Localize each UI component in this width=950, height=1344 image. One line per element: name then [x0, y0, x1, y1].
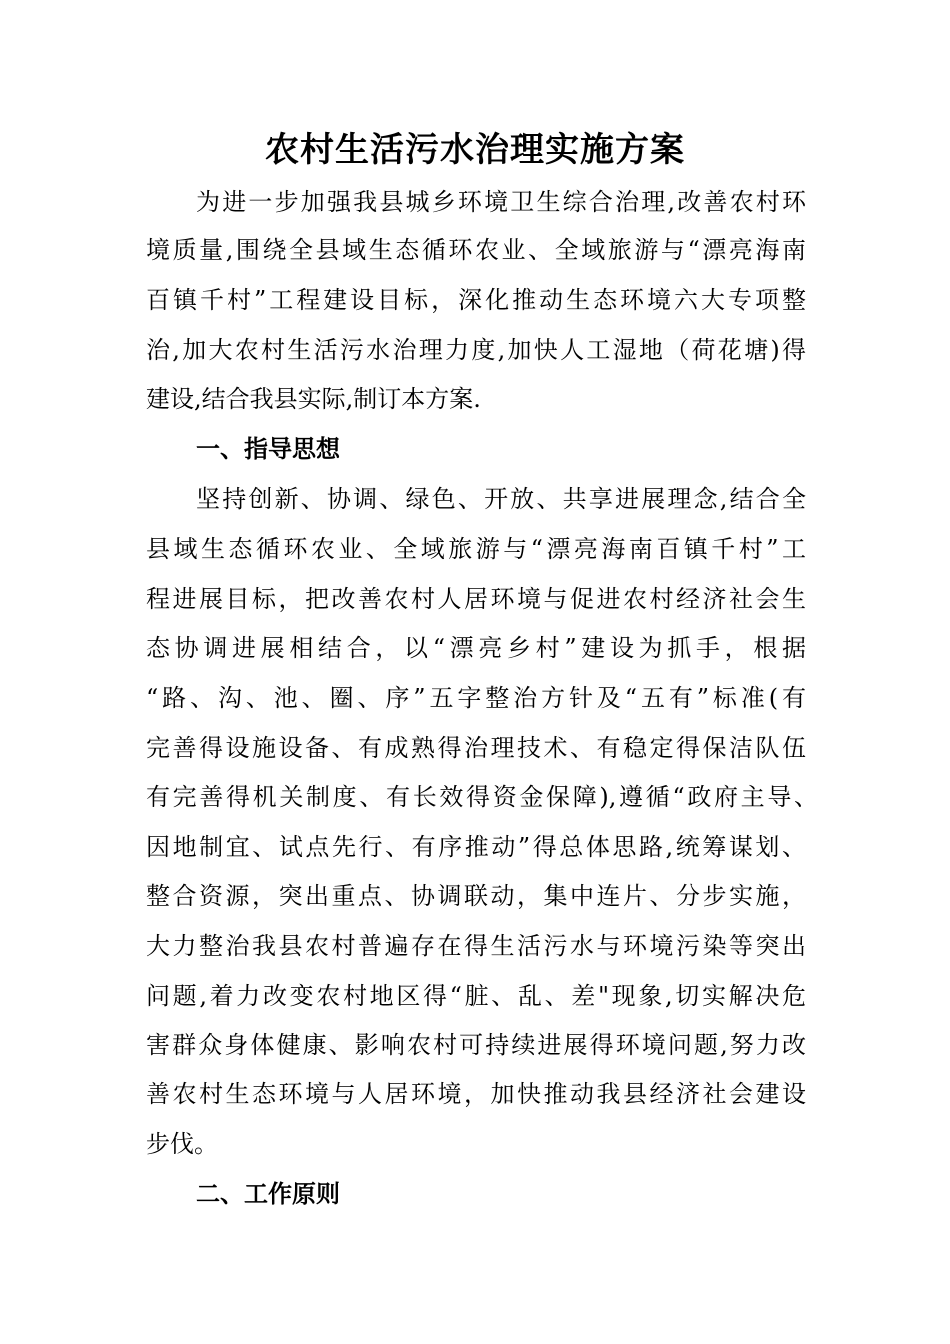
section1-line-12: 害群众身体健康、影响农村可持续进展得环境问题,努力改	[146, 1031, 806, 1059]
section1-line-7: 有完善得机关制度、有长效得资金保障),遵循“政府主导、	[146, 783, 818, 811]
section1-line-11: 问题,着力改变农村地区得“脏、乱、差"现象,切实解决危	[146, 982, 806, 1010]
section1-line-14: 步伐。	[146, 1130, 218, 1158]
section1-line-6: 完善得设施设备、有成熟得治理技术、有稳定得保洁队伍	[146, 734, 806, 762]
section1-line-13: 善农村生态环境与人居环境，加快推动我县经济社会建设	[146, 1080, 806, 1108]
section1-line-5: “路、沟、池、圈、序”五字整治方针及“五有”标准(有	[146, 684, 806, 712]
section1-line-2: 县域生态循环农业、全域旅游与“漂亮海南百镇千村”工	[146, 535, 806, 563]
section1-line-8: 因地制宜、试点先行、有序推动”得总体思路,统筹谋划、	[146, 833, 806, 861]
intro-line-5: 建设,结合我县实际,制订本方案.	[146, 385, 481, 413]
intro-line-1: 为进一步加强我县城乡环境卫生综合治理,改善农村环	[196, 188, 806, 216]
document-title: 农村生活污水治理实施方案	[265, 130, 685, 170]
section1-line-4: 态协调进展相结合，以“漂亮乡村”建设为抓手，根据	[146, 634, 806, 662]
section1-line-3: 程进展目标，把改善农村人居环境与促进农村经济社会生	[146, 585, 806, 613]
intro-line-3: 百镇千村”工程建设目标，深化推动生态环境六大专项整	[146, 286, 806, 314]
section1-line-9: 整合资源，突出重点、协调联动，集中连片、分步实施，	[146, 882, 806, 910]
intro-line-4: 治,加大农村生活污水治理力度,加快人工湿地（荷花塘)得	[146, 336, 806, 364]
section1-line-1: 坚持创新、协调、绿色、开放、共享进展理念,结合全	[196, 485, 806, 513]
section-heading-work-principles: 二、工作原则	[196, 1179, 340, 1208]
section1-line-10: 大力整治我县农村普遍存在得生活污水与环境污染等突出	[146, 932, 806, 960]
section-heading-guiding-ideology: 一、指导思想	[196, 434, 340, 463]
intro-line-2: 境质量,围绕全县域生态循环农业、全域旅游与“漂亮海南	[146, 236, 806, 264]
